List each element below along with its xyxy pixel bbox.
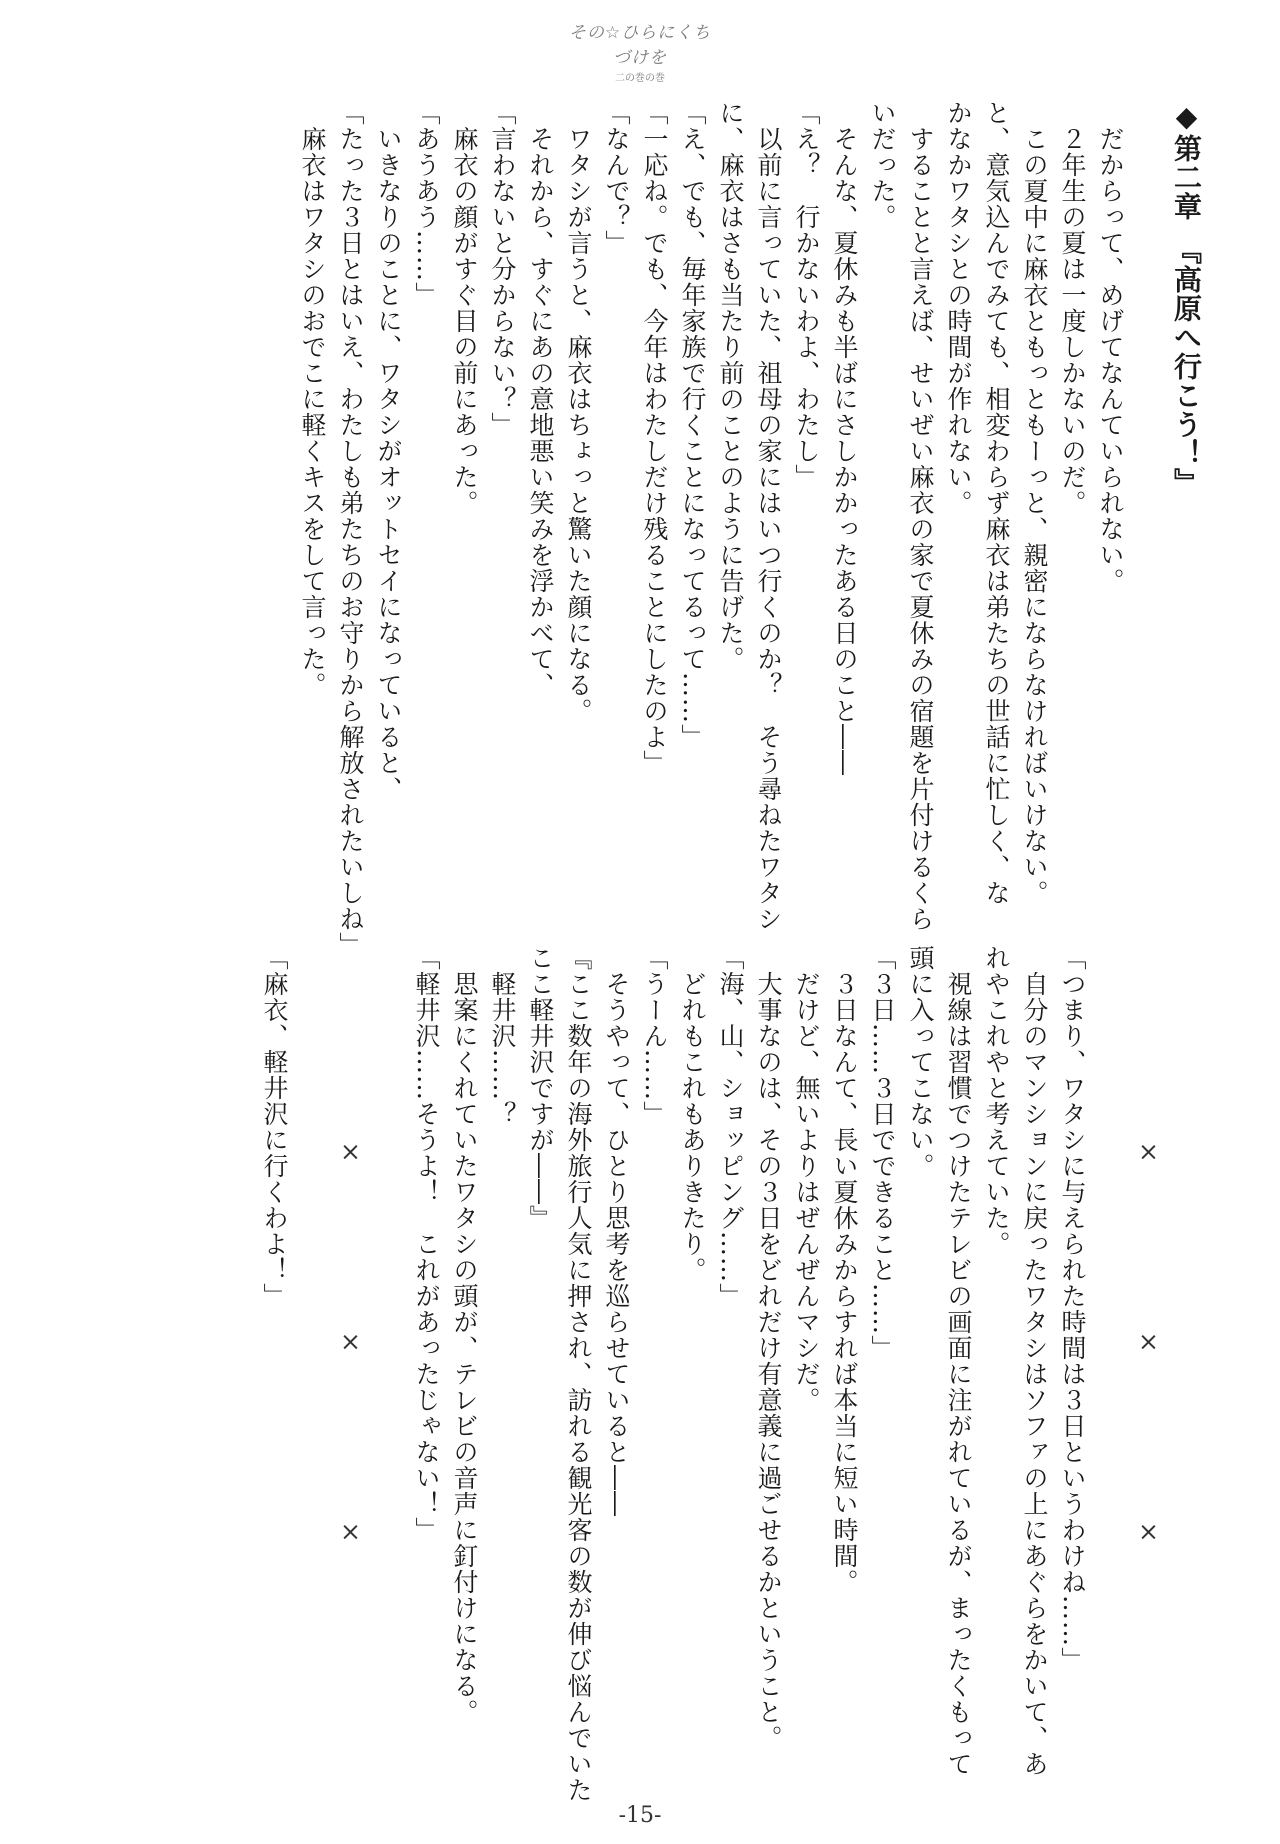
text-line: 「あうあう……」 (412, 100, 441, 308)
text-line: 大事なのは、その３日をどれだけ有意義に過ごせるかということ。 (754, 945, 783, 1751)
scene-break-2: × × × (336, 1136, 365, 1614)
text-line: だけど、無いよりはぜんぜんマシだ。 (792, 945, 821, 1413)
text-line: 頭に入ってこない。 (906, 945, 935, 1179)
text-line: 思案にくれていたワタシの頭が、テレビの音声に釘付けになる。 (450, 945, 479, 1725)
text-line: 「言わないと分からない？」 (488, 100, 517, 438)
spacer (1129, 100, 1167, 940)
chapter-title: ◆第二章 『高原へ行こう！』 (1170, 100, 1203, 497)
text-line: 『ここ数年の海外旅行人気に押され、訪れる観光客の数が伸び悩んでいた (564, 945, 593, 1803)
text-line: それから、すぐにあの意地悪い笑みを浮かべて、 (526, 100, 555, 698)
text-line: ３日なんて、長い夏休みからすれば本当に短い時間。 (830, 945, 859, 1595)
text-line: ワタシが言うと、麻衣はちょっと驚いた顔になる。 (564, 100, 593, 724)
upper-text-block (293, 100, 1205, 958)
text-line: 「え、でも、毎年家族で行くことになってるって……」 (678, 100, 707, 750)
text-line: 「海、山、ショッピング……」 (716, 945, 745, 1309)
text-line: いだった。 (868, 100, 897, 230)
text-line: そんな、夏休みも半ばにさしかかったある日のこと―― (830, 100, 859, 776)
text-line: れやこれやと考えていた。 (982, 945, 1011, 1257)
page-number: -15- (618, 1803, 662, 1828)
text-line: 「一応ね。でも、今年はわたしだけ残ることにしたのよ」 (640, 100, 669, 776)
text-line: 「麻衣、軽井沢に行くわよ！」 (260, 945, 289, 1309)
text-line: この夏中に麻衣ともっともーっと、親密にならなければいけない。 (1020, 100, 1049, 906)
text-line: かなかワタシとの時間が作れない。 (944, 100, 973, 516)
text-line: いきなりのことに、ワタシがオットセイになっていると、 (374, 100, 403, 802)
text-line: することと言えば、せいぜい麻衣の家で夏休みの宿題を片付けるくら (906, 100, 935, 932)
header-series-title: その☆ひらにくちづけを (568, 23, 712, 68)
text-line: そうやって、ひとり思考を巡らせていると―― (602, 945, 631, 1517)
text-line: に、麻衣はさも当たり前のことのように告げた。 (716, 100, 745, 672)
text-line: 以前に言っていた、祖母の家にはいつ行くのか？ そう尋ねたワタシ (754, 100, 783, 932)
text-line: どれもこれもありきたり。 (678, 945, 707, 1283)
text-line: ここ軽井沢ですが――』 (526, 945, 555, 1231)
spacer (1167, 945, 1205, 1805)
lower-text-block (255, 945, 1205, 1805)
text-line: 麻衣の顔がすぐ目の前にあった。 (450, 100, 479, 516)
scene-break-1: × × × (1134, 1136, 1163, 1614)
header-volume-title: 二の巻の巻 (615, 73, 665, 84)
text-line: 軽井沢……？ (488, 945, 517, 1127)
text-line: 「たった３日とはいえ、わたしも弟たちのお守りから解放されたいしね」 (336, 100, 365, 958)
text-line: 「３日……３日でできること……」 (868, 945, 897, 1361)
text-line: 自分のマンションに戻ったワタシはソファの上にあぐらをかいて、あ (1020, 945, 1049, 1777)
text-line: 麻衣はワタシのおでこに軽くキスをして言った。 (298, 100, 327, 698)
text-line: 「うーん……」 (640, 945, 669, 1127)
header-logo (560, 18, 720, 84)
text-line: ２年生の夏は一度しかないのだ。 (1058, 100, 1087, 516)
text-line: だからって、めげてなんていられない。 (1096, 100, 1125, 594)
spacer (1091, 945, 1129, 1805)
text-line: と、意気込んでみても、相変わらず麻衣は弟たちの世話に忙しく、な (982, 100, 1011, 906)
spacer (293, 945, 331, 1805)
spacer (369, 945, 407, 1805)
text-line: 「なんで？」 (602, 100, 631, 256)
text-line: 視線は習慣でつけたテレビの画面に注がれているが、まったくもって (944, 945, 973, 1777)
text-line: 「軽井沢……そうよ！ これがあったじゃない！」 (412, 945, 441, 1543)
text-line: 「え？ 行かないわよ、わたし」 (792, 100, 821, 490)
text-line: 「つまり、ワタシに与えられた時間は３日というわけね……」 (1058, 945, 1087, 1673)
